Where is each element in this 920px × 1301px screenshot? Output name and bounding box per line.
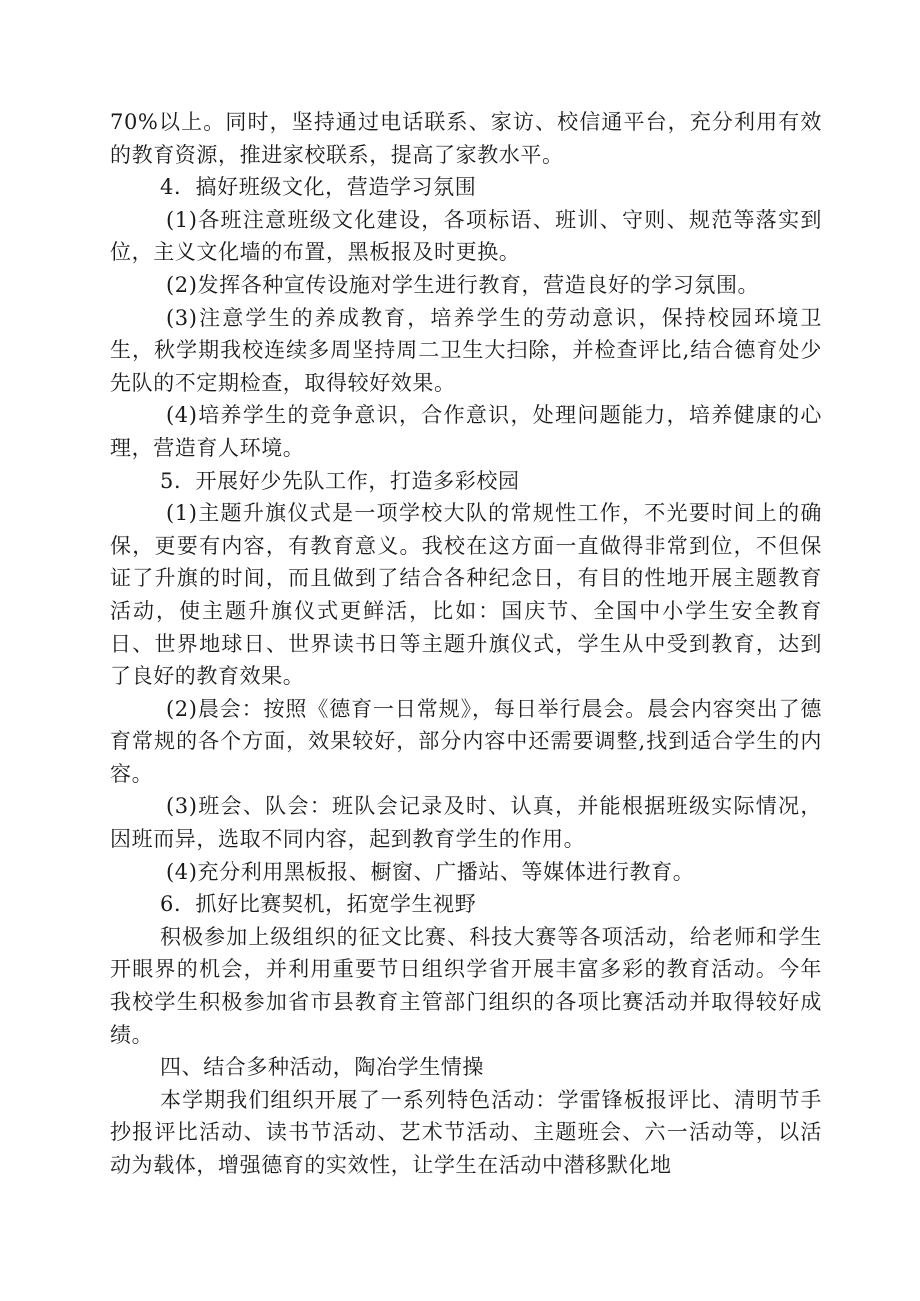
paragraph-morning-meeting: (2)晨会：按照《德育一日常规》，每日举行晨会。晨会内容突出了德育常规的各个方面，效果较好，部分内容中还需要调整,找到适合学生的内容。 xyxy=(110,696,822,786)
heading-activities: 四、结合多种活动，陶冶学生情操 xyxy=(160,1055,484,1080)
paragraph-class-culture-3: (3)注意学生的养成教育，培养学生的劳动意识，保持校园环境卫生，秋学期我校连续多周坚持周二卫生大扫除，并检查评比,结合德育处少先队的不定期检查，取得较好效果。 xyxy=(110,305,822,395)
paragraph-home-school-contact: 70%以上。同时，坚持通过电话联系、家访、校信通平台，充分利用有效的教育资源，推进家校联系，提高了家教水平。 xyxy=(110,110,822,167)
heading-class-culture: 4．搞好班级文化，营造学习氛围 xyxy=(160,175,477,200)
paragraph-class-culture-4: (4)培养学生的竞争意识，合作意识，处理问题能力，培养健康的心理，营造育人环境。 xyxy=(110,403,822,460)
paragraph-competitions: 积极参加上级组织的征文比赛、科技大赛等各项活动，给老师和学生开眼界的机会，并利用重要节日组织学省开展丰富多彩的教育活动。今年我校学生积极参加省市县教育主管部门组织的各项比赛活动并取得较好成绩。 xyxy=(110,924,822,1047)
paragraph-activities: 本学期我们组织开展了一系列特色活动：学雷锋板报评比、清明节手抄报评比活动、读书节活动、艺术节活动、主题班会、六一活动等，以活动为载体，增强德育的实效性，让学生在活动中潜移默化地 xyxy=(110,1087,822,1177)
paragraph-class-culture-1: (1)各班注意班级文化建设，各项标语、班训、守则、规范等落实到位，主义文化墙的布置，黑板报及时更换。 xyxy=(110,207,822,265)
document-body xyxy=(110,106,822,1182)
paragraph-class-culture-2: (2)发挥各种宣传设施对学生进行教育，营造良好的学习氛围。 xyxy=(166,272,760,297)
heading-young-pioneers: 5．开展好少先队工作，打造多彩校园 xyxy=(160,468,520,493)
paragraph-class-meeting: (3)班会、队会：班队会记录及时、认真，并能根据班级实际情况，因班而异，选取不同内容，起到教育学生的作用。 xyxy=(110,794,822,852)
paragraph-flag-raising: (1)主题升旗仪式是一项学校大队的常规性工作，不光要时间上的确保，更要有内容，有教育意义。我校在这方面一直做得非常到位，不但保证了升旗的时间，而且做到了结合各种纪念日，有目的性地开展主题教育活动，使主题升旗仪式更鲜活，比如：国庆节、全国中小学生安全教育日、世界地球日、世界读书日等主题升旗仪式，学生从中受到教育，达到了良好的教育效果。 xyxy=(110,501,822,689)
heading-competitions: 6．抓好比赛契机，拓宽学生视野 xyxy=(160,892,477,917)
paragraph-media-education: (4)充分利用黑板报、橱窗、广播站、等媒体进行教育。 xyxy=(166,859,695,884)
